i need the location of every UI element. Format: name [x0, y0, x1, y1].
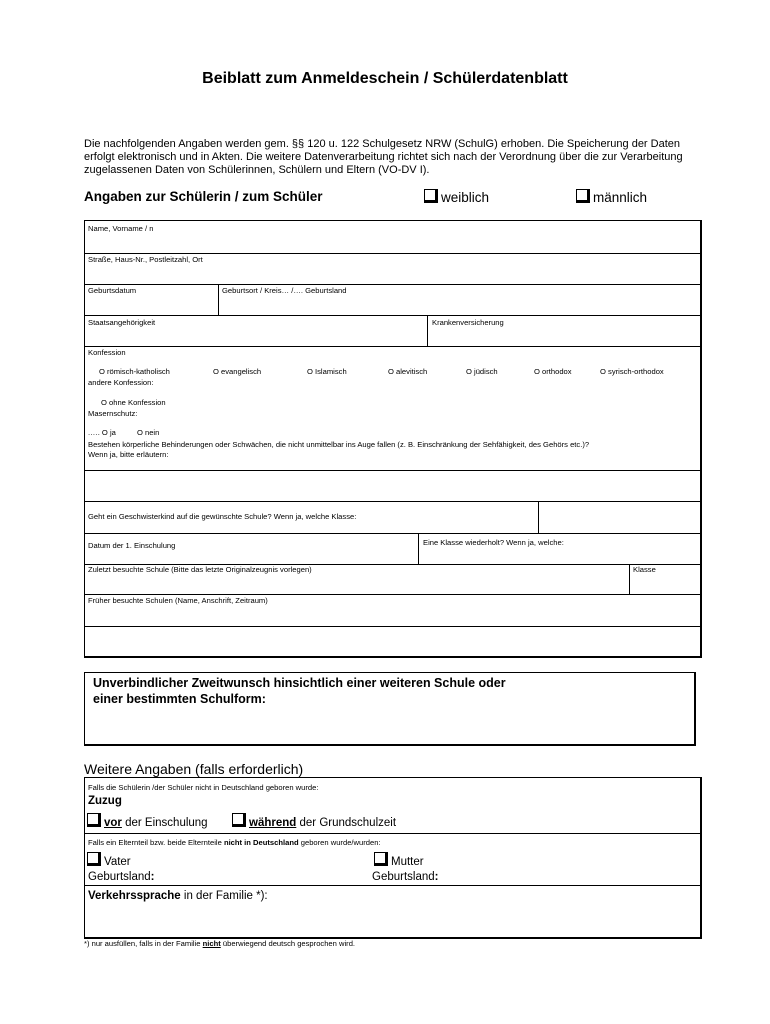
confession-label: Konfession [88, 348, 126, 357]
second-choice-line2: einer bestimmten Schulform: [93, 692, 266, 706]
former-schools-label: Früher besuchte Schulen (Name, Anschrift, Zeitraum) [88, 596, 268, 605]
divider [85, 470, 701, 471]
insurance-label: Krankenversicherung [432, 318, 504, 327]
divider [85, 315, 701, 316]
colon: : [434, 871, 439, 883]
further-details-title: Weitere Angaben (falls erforderlich) [84, 761, 304, 777]
mother-label: Mutter [391, 856, 424, 868]
birth-country-text: Geburtsland [88, 871, 151, 883]
parents-text-2: geboren wurde/wurden: [300, 838, 381, 847]
before-enrollment-option[interactable] [87, 813, 208, 829]
nationality-label: Staatsangehörigkeit [88, 318, 156, 327]
birthplace-label: Geburtsort / Kreis… /…. Geburtsland [222, 286, 347, 295]
checkbox-icon[interactable] [576, 189, 590, 203]
before-text: der Einschulung [125, 817, 208, 829]
student-data-table [84, 220, 702, 658]
colon: : [150, 871, 155, 883]
page-title: Beiblatt zum Anmeldeschein / Schülerdatenblatt [202, 70, 568, 87]
not-born-de-label: Falls die Schülerin /der Schüler nicht in Deutschland geboren wurde: [88, 783, 319, 792]
parents-emph: nicht in Deutschland [223, 838, 299, 847]
footnote-text-2: überwiegend deutsch gesprochen wird. [222, 939, 356, 948]
checkbox-icon[interactable] [232, 813, 246, 827]
divider [85, 626, 701, 627]
language-text: in der Familie *): [183, 890, 268, 902]
divider [538, 501, 539, 533]
measles-label: Masernschutz: [88, 409, 138, 418]
disabilities-label: Bestehen körperliche Behinderungen oder Schwächen, die nicht unmittelbar ins Auge fallen (z. B. Einschränkung der Sehfähigkeit, des Gehörs etc.)? [88, 440, 590, 449]
parents-text: Falls ein Elternteil bzw. beide Elternteile [88, 838, 222, 847]
mother-birth-country-label [372, 871, 439, 883]
father-label: Vater [104, 856, 131, 868]
divider [85, 346, 701, 347]
father-option[interactable] [87, 852, 131, 868]
zuzug-label: Zuzug [88, 795, 122, 807]
divider [418, 533, 419, 564]
footnote-text: *) nur ausfüllen, falls in der Familie [84, 939, 201, 948]
confession-option[interactable]: O Islamisch [307, 367, 347, 376]
female-option[interactable] [424, 189, 489, 205]
divider [218, 284, 219, 315]
checkbox-icon[interactable] [87, 813, 101, 827]
male-label: männlich [593, 190, 648, 205]
divider [85, 284, 701, 285]
class-label: Klasse [633, 565, 656, 574]
checkbox-icon[interactable] [424, 189, 438, 203]
sibling-label: Geht ein Geschwisterkind auf die gewünschte Schule? Wenn ja, welche Klasse: [88, 512, 357, 521]
footnote-emph: nicht [202, 939, 221, 948]
confession-option[interactable]: O evangelisch [213, 367, 262, 376]
male-option[interactable] [576, 189, 647, 205]
divider [629, 564, 630, 594]
parents-label [88, 838, 381, 847]
language-emph: Verkehrssprache [88, 890, 181, 902]
confession-option[interactable]: O syrisch-orthodox [600, 367, 664, 376]
before-emph: vor [104, 817, 122, 829]
name-label: Name, Vorname / n [88, 224, 154, 233]
last-school-label: Zuletzt besuchte Schule (Bitte das letzte Originalzeugnis vorlegen) [88, 565, 312, 574]
birth-country-text: Geburtsland [372, 871, 435, 883]
divider [85, 885, 701, 886]
divider [427, 315, 428, 346]
confession-option[interactable]: O römisch-katholisch [99, 367, 170, 376]
further-details-box [84, 777, 702, 939]
female-label: weiblich [441, 190, 490, 205]
address-label: Straße, Haus-Nr., Postleitzahl, Ort [88, 255, 203, 264]
section-heading: Angaben zur Schülerin / zum Schüler [84, 189, 323, 204]
no-confession-option[interactable]: O ohne Konfession [101, 398, 166, 407]
father-birth-country-label [88, 871, 155, 883]
checkbox-icon[interactable] [87, 852, 101, 866]
second-choice-line1: Unverbindlicher Zweitwunsch hinsichtlich einer weiteren Schule oder [93, 676, 506, 690]
during-primary-option[interactable] [232, 813, 396, 829]
divider [85, 533, 701, 534]
checkbox-icon[interactable] [374, 852, 388, 866]
during-emph: während [249, 817, 297, 829]
birthdate-label: Geburtsdatum [88, 286, 137, 295]
family-language-label [88, 890, 268, 902]
enrollment-date-label: Datum der 1. Einschulung [88, 541, 176, 550]
confession-option[interactable]: O orthodox [534, 367, 572, 376]
divider [85, 594, 701, 595]
footnote [84, 939, 355, 948]
divider [85, 833, 701, 834]
confession-option[interactable]: O alevitisch [388, 367, 428, 376]
divider [85, 253, 701, 254]
divider [85, 501, 701, 502]
second-choice-box [84, 672, 696, 746]
measles-options[interactable]: .…. O ja O nein [88, 428, 160, 437]
confession-option[interactable]: O jüdisch [466, 367, 498, 376]
during-text: der Grundschulzeit [299, 817, 397, 829]
other-confession-label: andere Konfession: [88, 378, 154, 387]
disabilities-explain-label: Wenn ja, bitte erläutern: [88, 450, 169, 459]
repeated-class-label: Eine Klasse wiederholt? Wenn ja, welche: [423, 538, 564, 547]
mother-option[interactable] [374, 852, 424, 868]
intro-text: Die nachfolgenden Angaben werden gem. §§ 120 u. 122 Schulgesetz NRW (SchulG) erhoben. Die Speicherung der Daten erfolgt elektronisch und in Akten. Die weitere Datenverarbeitung richtet sich nach der Verordnung über die zur Verarbeitung zugelassenen Daten von Schülerinnen, Schülern und Eltern (VO-DV I). [84, 138, 683, 176]
